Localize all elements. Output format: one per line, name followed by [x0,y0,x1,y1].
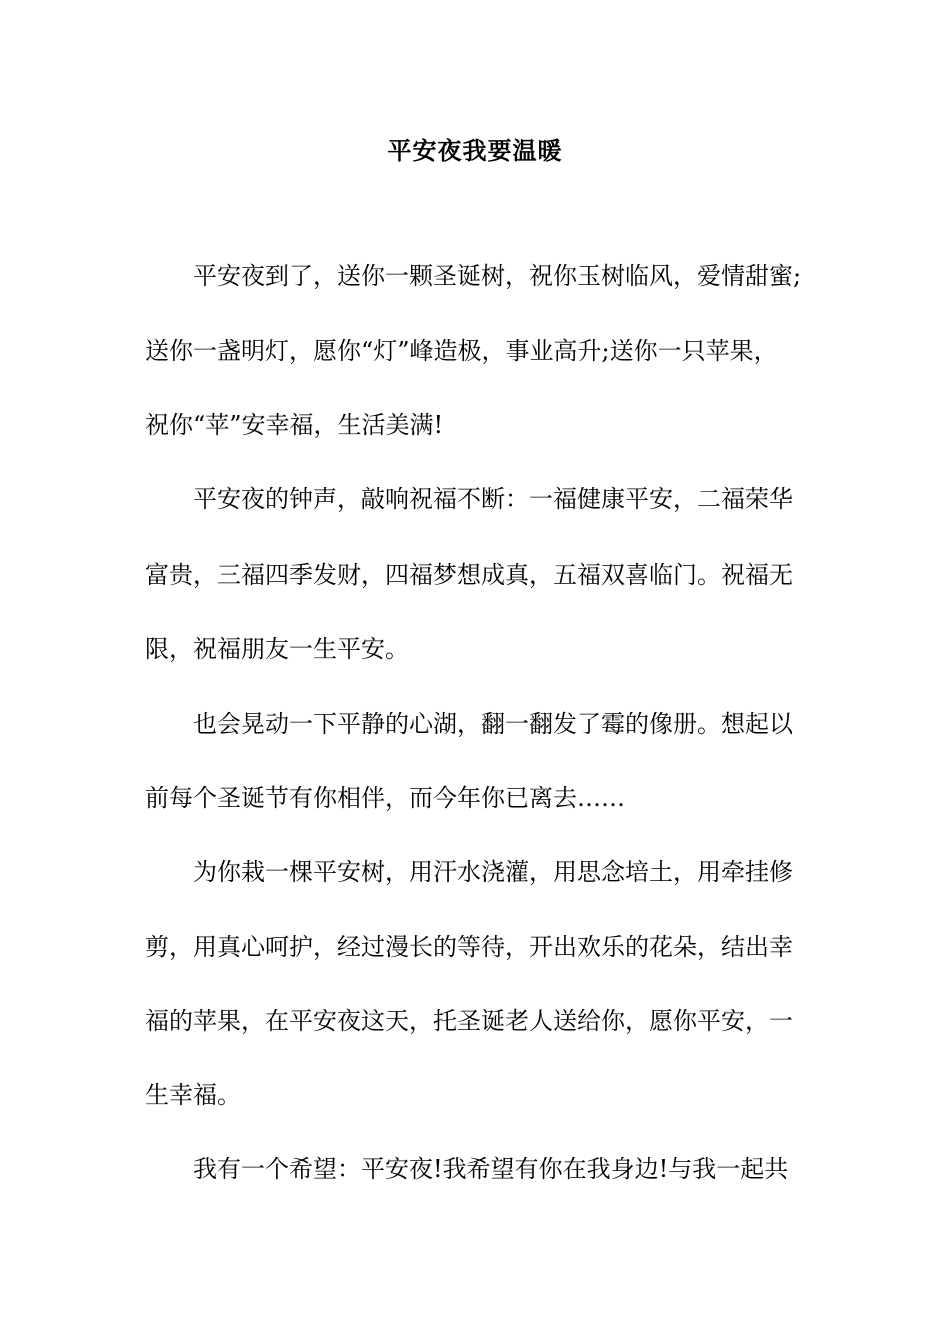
document-title: 平安夜我要温暖 [387,136,563,165]
paragraph-line: 送你一盏明灯，愿你“灯”峰造极，事业高升;送你一只苹果， [145,337,778,365]
paragraph-line: 也会晃动一下平静的心湖，翻一翻发了霉的像册。想起以 [193,710,793,738]
paragraph-line: 我有一个希望：平安夜!我希望有你在我身边!与我一起共 [193,1155,789,1183]
paragraph-line: 富贵，三福四季发财，四福梦想成真，五福双喜临门。祝福无 [145,561,793,589]
paragraph-line: 平安夜到了，送你一颗圣诞树，祝你玉树临风，爱情甜蜜; [193,262,802,290]
paragraph-line: 剪，用真心呵护，经过漫长的等待，开出欢乐的花朵，结出幸 [145,933,793,961]
paragraph-line: 生幸福。 [145,1081,241,1109]
paragraph-line: 平安夜的钟声，敲响祝福不断：一福健康平安，二福荣华 [193,485,793,513]
paragraph-line: 福的苹果，在平安夜这天，托圣诞老人送给你，愿你平安，一 [145,1007,793,1035]
paragraph-line: 为你栽一棵平安树，用汗水浇灌，用思念培土，用牵挂修 [193,858,793,886]
paragraph-line: 限，祝福朋友一生平安。 [145,635,409,663]
paragraph-line: 前每个圣诞节有你相伴，而今年你已离去…… [145,784,625,812]
paragraph-line: 祝你“苹”安幸福，生活美满! [145,411,444,439]
